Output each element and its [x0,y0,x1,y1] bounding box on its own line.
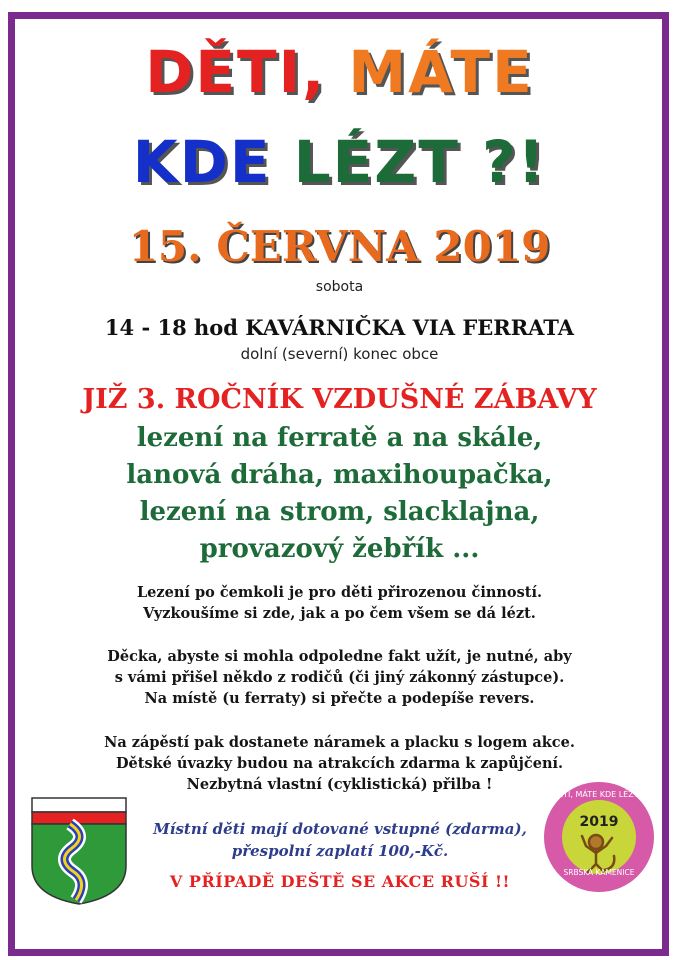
paragraph-line: Děcka, abyste si mohla odpoledne fakt užít, je nutné, aby [107,648,572,665]
title-word-question: ?! [482,128,547,196]
paragraph-line: Dětské úvazky budou na atrakcích zdarma k zapůjčení. [115,755,564,772]
paragraph-line: Na zápěstí pak dostanete náramek a placku s logem akce. [104,734,575,751]
title-word-deti: DĚTI, [145,38,327,106]
event-day: sobota [315,279,364,295]
badge-year: 2019 [579,814,619,830]
paragraph-line: Lezení po čemkoli je pro děti přirozenou činností. [136,584,543,601]
local-pricing [120,818,560,862]
paragraph-line: s vámi přišel někdo z rodičů (či jiný zákonný zástupce). [114,669,565,686]
paragraph-line: Vyzkoušíme si zde, jak a po čem všem se dá lézt. [143,605,536,622]
title-line-1 [0,38,679,106]
event-date: 15. ČERVNA 2019 [128,222,551,271]
title-word-mate: MÁTE [348,38,534,106]
paragraph-parents [0,646,679,709]
rain-notice: V PŘÍPADĚ DEŠTĚ SE AKCE RUŠÍ !! [169,872,511,891]
paragraph-intro [0,582,679,624]
badge-bottom-text: SRBSKÁ KAMENICE [563,868,635,877]
activity-item: lanová dráha, maxihoupačka, [126,460,553,490]
headline: JIŽ 3. ROČNÍK VZDUŠNÉ ZÁBAVY [82,384,597,415]
location-note: dolní (severní) konec obce [240,345,439,363]
activities-list [0,420,679,568]
title-line-2 [0,128,679,196]
event-badge [542,780,656,894]
badge-top-text: DĚTI, MÁTE KDE LÉZT?! [551,790,647,799]
paragraph-line: Na místě (u ferraty) si přečte a podepíše revers. [144,690,535,707]
title-word-lezt: LÉZT [293,128,460,196]
village-crest-icon [30,796,128,906]
activity-item: provazový žebřík ... [199,534,480,564]
activity-item: lezení na ferratě a na skále, [136,423,543,453]
paragraph-line: Nezbytná vlastní (cyklistická) přilba ! [186,776,493,793]
pricing-line: přespolní zaplatí 100,-Kč. [231,842,449,860]
pricing-line: Místní děti mají dotované vstupné (zdarma), [153,820,527,838]
title-word-kde: KDE [132,128,272,196]
activity-item: lezení na strom, slacklajna, [139,497,540,527]
event-time-place: 14 - 18 hod KAVÁRNIČKA VIA FERRATA [104,315,575,340]
